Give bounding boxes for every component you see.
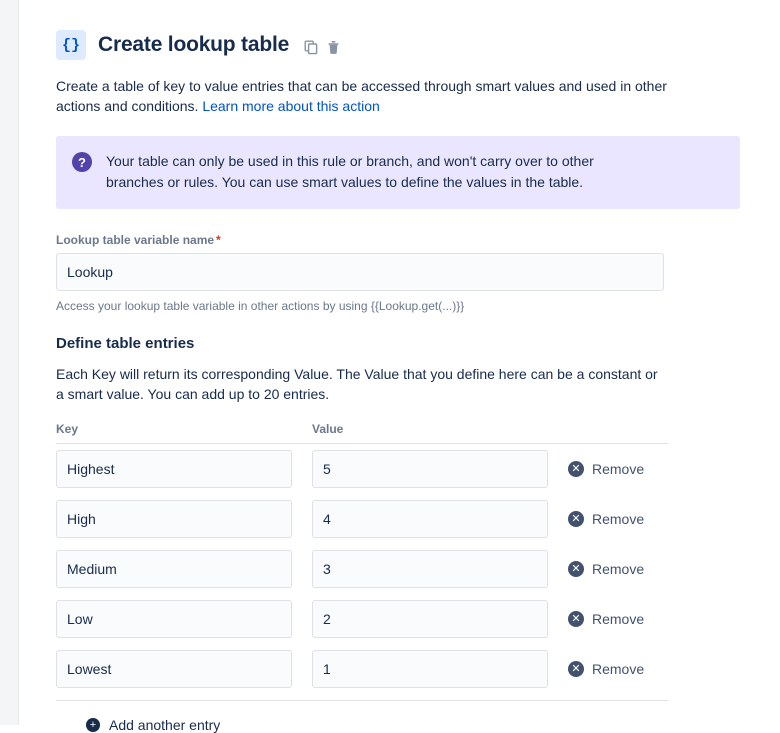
table-row xyxy=(56,494,668,544)
table-row xyxy=(56,544,668,594)
table-row xyxy=(56,644,668,694)
action-description-text: Create a table of key to value entries that can be accessed through smart values and used in other actions and conditions. xyxy=(56,78,667,114)
define-entries-title: Define table entries xyxy=(56,335,195,352)
entry-key-input[interactable] xyxy=(56,650,292,688)
page-title: Create lookup table xyxy=(98,33,290,56)
info-banner-text: Your table can only be used in this rule or branch, and won't carry over to other branches or rules. You can use smart values to define the values in the table. xyxy=(106,153,594,190)
remove-entry-label: Remove xyxy=(592,661,645,677)
remove-icon: ✕ xyxy=(568,511,584,527)
remove-icon: ✕ xyxy=(568,461,584,477)
entry-key-input[interactable] xyxy=(56,550,292,588)
entry-value-input[interactable] xyxy=(312,450,548,488)
entry-value-input[interactable] xyxy=(312,500,548,538)
panel-header xyxy=(56,30,740,60)
entry-key-input[interactable] xyxy=(56,600,292,638)
cell-value xyxy=(312,600,568,638)
table-row xyxy=(56,444,668,494)
learn-more-link[interactable]: Learn more about this action xyxy=(202,98,380,114)
remove-entry-button[interactable] xyxy=(568,661,644,677)
remove-entry-label: Remove xyxy=(592,561,645,577)
cell-value xyxy=(312,550,568,588)
left-rail xyxy=(0,0,19,725)
column-header-key: Key xyxy=(56,422,79,436)
cell-value xyxy=(312,500,568,538)
cell-action xyxy=(568,561,668,577)
variable-name-hint: Access your lookup table variable in other actions by using {{Lookup.get(...)}} xyxy=(56,299,465,313)
remove-entry-label: Remove xyxy=(592,611,645,627)
cell-key xyxy=(56,550,312,588)
remove-entry-button[interactable] xyxy=(568,611,644,627)
cell-action xyxy=(568,461,668,477)
column-header-value: Value xyxy=(312,422,344,436)
action-description xyxy=(56,76,668,116)
copy-icon[interactable] xyxy=(303,39,319,55)
cell-value xyxy=(312,450,568,488)
plus-icon: + xyxy=(86,718,100,732)
table-row xyxy=(56,594,668,644)
remove-icon: ✕ xyxy=(568,561,584,577)
remove-entry-label: Remove xyxy=(592,511,645,527)
trash-icon[interactable] xyxy=(326,39,341,55)
info-banner xyxy=(56,136,740,209)
variable-name-label-text: Lookup table variable name xyxy=(56,233,215,247)
remove-entry-label: Remove xyxy=(592,461,645,477)
column-header-action xyxy=(568,422,668,436)
remove-icon: ✕ xyxy=(568,611,584,627)
table-footer xyxy=(56,700,668,733)
cell-action xyxy=(568,511,668,527)
add-another-entry-label: Add another entry xyxy=(109,717,221,733)
cell-action xyxy=(568,661,668,677)
cell-key xyxy=(56,500,312,538)
table-header-row xyxy=(56,422,668,444)
required-marker: * xyxy=(216,233,221,247)
cell-key xyxy=(56,650,312,688)
cell-key xyxy=(56,450,312,488)
cell-value xyxy=(312,650,568,688)
entry-key-input[interactable] xyxy=(56,450,292,488)
remove-icon: ✕ xyxy=(568,661,584,677)
entry-value-input[interactable] xyxy=(312,650,548,688)
entry-value-input[interactable] xyxy=(312,550,548,588)
variable-name-label xyxy=(56,233,740,247)
cell-action xyxy=(568,611,668,627)
lookup-variable-name-input[interactable] xyxy=(56,253,664,291)
smart-values-braces-icon: {} xyxy=(56,30,86,60)
entry-key-input[interactable] xyxy=(56,500,292,538)
add-another-entry-button[interactable] xyxy=(86,717,220,733)
lookup-entries-table xyxy=(56,422,668,733)
remove-entry-button[interactable] xyxy=(568,561,644,577)
define-entries-description: Each Key will return its corresponding Value. The Value that you define here can be a constant or a smart value. You can add up to 20 entries. xyxy=(56,366,658,402)
title-actions xyxy=(303,39,341,55)
cell-key xyxy=(56,600,312,638)
help-icon: ? xyxy=(72,152,92,172)
entry-value-input[interactable] xyxy=(312,600,548,638)
remove-entry-button[interactable] xyxy=(568,511,644,527)
remove-entry-button[interactable] xyxy=(568,461,644,477)
